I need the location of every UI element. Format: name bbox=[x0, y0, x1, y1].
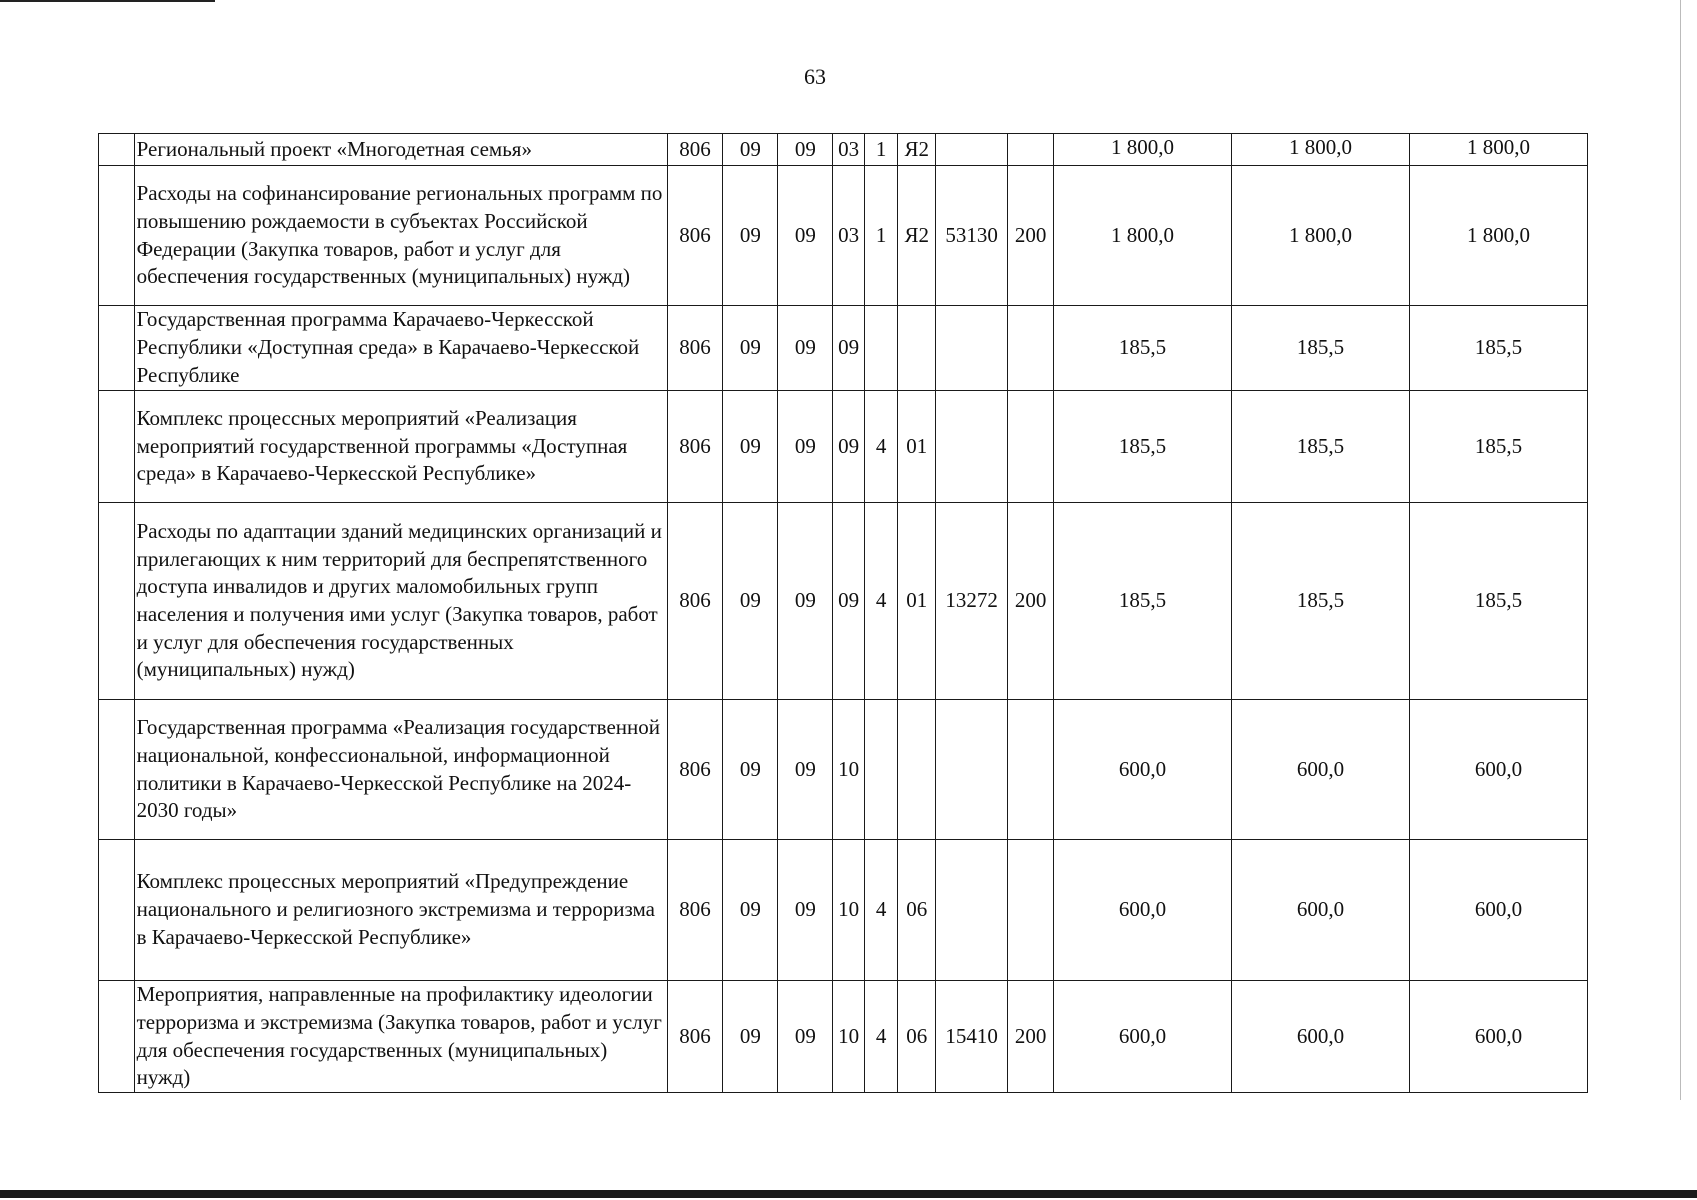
amount-year1-cell: 600,0 bbox=[1053, 981, 1231, 1093]
program-code-cell: 09 bbox=[833, 391, 865, 503]
amount-year2-cell: 1 800,0 bbox=[1231, 134, 1409, 166]
amount-year3-cell: 185,5 bbox=[1409, 391, 1587, 503]
item-name-cell: Комплекс процессных мероприятий «Предупреждение национального и религиозного экстремизма и терроризма в Карачаево-Черкесской Республике» bbox=[134, 840, 667, 981]
amount-year2-cell: 600,0 bbox=[1231, 700, 1409, 840]
section-code-cell: 09 bbox=[723, 134, 778, 166]
item-name-cell: Государственная программа Карачаево-Черкесской Республики «Доступная среда» в Карачаево-Черкесской Республике bbox=[134, 306, 667, 391]
amount-year3-cell: 1 800,0 bbox=[1409, 166, 1587, 306]
event-code-cell: 01 bbox=[898, 391, 936, 503]
amount-year3-cell: 600,0 bbox=[1409, 981, 1587, 1093]
row-number-cell bbox=[99, 981, 135, 1093]
right-edge-rule bbox=[1680, 0, 1681, 1100]
item-name-cell: Мероприятия, направленные на профилактику идеологии терроризма и экстремизма (Закупка товаров, работ и услуг для обеспечения государственных (муниципальных) нужд) bbox=[134, 981, 667, 1093]
target-item-code-cell bbox=[936, 700, 1008, 840]
amount-year1-cell: 600,0 bbox=[1053, 700, 1231, 840]
target-item-code-cell bbox=[936, 134, 1008, 166]
subsection-code-cell: 09 bbox=[778, 134, 833, 166]
subsection-code-cell: 09 bbox=[778, 981, 833, 1093]
target-item-code-cell: 53130 bbox=[936, 166, 1008, 306]
budget-table bbox=[98, 133, 1588, 1093]
program-code-cell: 10 bbox=[833, 840, 865, 981]
amount-year2-cell: 185,5 bbox=[1231, 306, 1409, 391]
table-row bbox=[99, 391, 1588, 503]
subprogram-code-cell: 1 bbox=[864, 166, 898, 306]
table-row bbox=[99, 166, 1588, 306]
section-code-cell: 09 bbox=[723, 166, 778, 306]
amount-year1-cell: 185,5 bbox=[1053, 306, 1231, 391]
row-number-cell bbox=[99, 166, 135, 306]
expense-type-cell bbox=[1008, 391, 1054, 503]
amount-year2-cell: 600,0 bbox=[1231, 840, 1409, 981]
row-number-cell bbox=[99, 840, 135, 981]
amount-year2-cell: 185,5 bbox=[1231, 503, 1409, 700]
program-code-cell: 10 bbox=[833, 981, 865, 1093]
page-number: 63 bbox=[804, 64, 826, 89]
amount-year2-cell: 185,5 bbox=[1231, 391, 1409, 503]
target-item-code-cell bbox=[936, 391, 1008, 503]
subprogram-code-cell bbox=[864, 700, 898, 840]
subsection-code-cell: 09 bbox=[778, 840, 833, 981]
amount-year1-cell: 185,5 bbox=[1053, 503, 1231, 700]
program-code-cell: 03 bbox=[833, 134, 865, 166]
ministry-code-cell: 806 bbox=[667, 840, 723, 981]
subprogram-code-cell: 4 bbox=[864, 840, 898, 981]
expense-type-cell: 200 bbox=[1008, 981, 1054, 1093]
bottom-scan-edge bbox=[0, 1190, 1697, 1198]
table-row bbox=[99, 840, 1588, 981]
item-name-cell: Региональный проект «Многодетная семья» bbox=[134, 134, 667, 166]
subprogram-code-cell: 4 bbox=[864, 981, 898, 1093]
event-code-cell: 01 bbox=[898, 503, 936, 700]
table-row bbox=[99, 503, 1588, 700]
expense-type-cell bbox=[1008, 840, 1054, 981]
expense-type-cell: 200 bbox=[1008, 503, 1054, 700]
ministry-code-cell: 806 bbox=[667, 134, 723, 166]
row-number-cell bbox=[99, 134, 135, 166]
expense-type-cell: 200 bbox=[1008, 166, 1054, 306]
target-item-code-cell: 15410 bbox=[936, 981, 1008, 1093]
subsection-code-cell: 09 bbox=[778, 391, 833, 503]
subsection-code-cell: 09 bbox=[778, 700, 833, 840]
amount-year2-cell: 1 800,0 bbox=[1231, 166, 1409, 306]
item-name-cell: Расходы на софинансирование региональных программ по повышению рождаемости в субъектах Российской Федерации (Закупка товаров, работ и услуг для обеспечения государственных (муниципальных) нужд) bbox=[134, 166, 667, 306]
event-code-cell: Я2 bbox=[898, 134, 936, 166]
event-code-cell bbox=[898, 700, 936, 840]
row-number-cell bbox=[99, 503, 135, 700]
ministry-code-cell: 806 bbox=[667, 306, 723, 391]
amount-year2-cell: 600,0 bbox=[1231, 981, 1409, 1093]
amount-year1-cell: 1 800,0 bbox=[1053, 166, 1231, 306]
amount-year3-cell: 185,5 bbox=[1409, 503, 1587, 700]
section-code-cell: 09 bbox=[723, 840, 778, 981]
table-row bbox=[99, 981, 1588, 1093]
ministry-code-cell: 806 bbox=[667, 503, 723, 700]
item-name-cell: Государственная программа «Реализация государственной национальной, конфессиональной, информационной политики в Карачаево-Черкесской Республике на 2024-2030 годы» bbox=[134, 700, 667, 840]
table-row bbox=[99, 306, 1588, 391]
amount-year3-cell: 1 800,0 bbox=[1409, 134, 1587, 166]
event-code-cell: Я2 bbox=[898, 166, 936, 306]
target-item-code-cell bbox=[936, 840, 1008, 981]
table-row bbox=[99, 134, 1588, 166]
event-code-cell: 06 bbox=[898, 981, 936, 1093]
amount-year1-cell: 600,0 bbox=[1053, 840, 1231, 981]
section-code-cell: 09 bbox=[723, 700, 778, 840]
subprogram-code-cell: 4 bbox=[864, 503, 898, 700]
table-row bbox=[99, 700, 1588, 840]
subprogram-code-cell: 1 bbox=[864, 134, 898, 166]
expense-type-cell bbox=[1008, 306, 1054, 391]
ministry-code-cell: 806 bbox=[667, 166, 723, 306]
target-item-code-cell: 13272 bbox=[936, 503, 1008, 700]
subsection-code-cell: 09 bbox=[778, 503, 833, 700]
section-code-cell: 09 bbox=[723, 503, 778, 700]
ministry-code-cell: 806 bbox=[667, 391, 723, 503]
subprogram-code-cell: 4 bbox=[864, 391, 898, 503]
item-name-cell: Комплекс процессных мероприятий «Реализация мероприятий государственной программы «Доступная среда» в Карачаево-Черкесской Республике» bbox=[134, 391, 667, 503]
amount-year3-cell: 600,0 bbox=[1409, 700, 1587, 840]
item-name-cell: Расходы по адаптации зданий медицинских организаций и прилегающих к ним территорий для беспрепятственного доступа инвалидов и других маломобильных групп населения и получения ими услуг (Закупка товаров, работ и услуг для обеспечения государственных (муниципальных) нужд) bbox=[134, 503, 667, 700]
event-code-cell bbox=[898, 306, 936, 391]
subprogram-code-cell bbox=[864, 306, 898, 391]
expense-type-cell bbox=[1008, 134, 1054, 166]
event-code-cell: 06 bbox=[898, 840, 936, 981]
amount-year1-cell: 185,5 bbox=[1053, 391, 1231, 503]
amount-year3-cell: 600,0 bbox=[1409, 840, 1587, 981]
section-code-cell: 09 bbox=[723, 391, 778, 503]
row-number-cell bbox=[99, 700, 135, 840]
program-code-cell: 03 bbox=[833, 166, 865, 306]
program-code-cell: 09 bbox=[833, 306, 865, 391]
section-code-cell: 09 bbox=[723, 306, 778, 391]
row-number-cell bbox=[99, 306, 135, 391]
subsection-code-cell: 09 bbox=[778, 306, 833, 391]
program-code-cell: 10 bbox=[833, 700, 865, 840]
row-number-cell bbox=[99, 391, 135, 503]
target-item-code-cell bbox=[936, 306, 1008, 391]
expense-type-cell bbox=[1008, 700, 1054, 840]
ministry-code-cell: 806 bbox=[667, 981, 723, 1093]
ministry-code-cell: 806 bbox=[667, 700, 723, 840]
program-code-cell: 09 bbox=[833, 503, 865, 700]
top-rule bbox=[0, 0, 215, 2]
section-code-cell: 09 bbox=[723, 981, 778, 1093]
amount-year3-cell: 185,5 bbox=[1409, 306, 1587, 391]
amount-year1-cell: 1 800,0 bbox=[1053, 134, 1231, 166]
subsection-code-cell: 09 bbox=[778, 166, 833, 306]
